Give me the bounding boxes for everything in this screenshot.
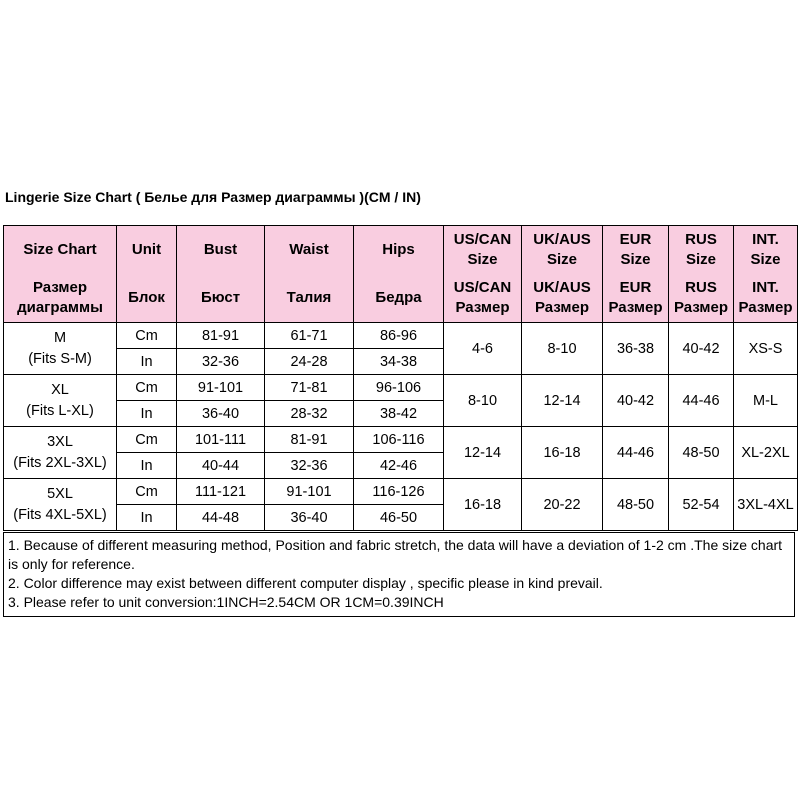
- header-rus-ru-line1: RUS: [685, 279, 717, 296]
- waist-cell: 91-101: [265, 479, 354, 505]
- header-unit: Unit: [117, 226, 177, 275]
- header-int-ru-line2: Размер: [738, 299, 793, 316]
- rus-cell: 44-46: [669, 375, 734, 427]
- header-unit-ru: Блок: [117, 274, 177, 323]
- waist-cell: 81-91: [265, 427, 354, 453]
- header-row-ru: [4, 274, 798, 323]
- size-label: XL: [51, 381, 69, 398]
- chart-title: Lingerie Size Chart ( Белье для Размер диаграммы )(CM / IN): [5, 189, 421, 205]
- header-us-can-ru-line1: US/CAN: [453, 279, 512, 296]
- unit-cell: Cm: [117, 323, 177, 349]
- header-eur: [603, 226, 669, 275]
- rus-cell: 48-50: [669, 427, 734, 479]
- header-rus: [669, 226, 734, 275]
- header-hips-ru: Бедра: [354, 274, 444, 323]
- unit-cell: In: [117, 401, 177, 427]
- header-us-can: [444, 226, 522, 275]
- table-row: [4, 375, 798, 401]
- header-us-can-line1: US/CAN: [453, 231, 512, 248]
- uk-aus-cell: 20-22: [522, 479, 603, 531]
- int-cell: XL-2XL: [734, 427, 798, 479]
- us-can-cell: 12-14: [444, 427, 522, 479]
- header-waist: Waist: [265, 226, 354, 275]
- unit-cell: Cm: [117, 375, 177, 401]
- header-uk-aus-ru: [522, 274, 603, 323]
- size-cell: [4, 479, 117, 531]
- uk-aus-cell: 16-18: [522, 427, 603, 479]
- header-eur-line2: Size: [620, 251, 651, 268]
- header-waist-ru: Талия: [265, 274, 354, 323]
- bust-cell: 40-44: [177, 453, 265, 479]
- waist-cell: 24-28: [265, 349, 354, 375]
- header-uk-aus-ru-line1: UK/AUS: [533, 279, 591, 296]
- size-label: 5XL: [47, 485, 73, 502]
- header-size-chart-ru-line1: Размер: [32, 279, 88, 296]
- int-cell: XS-S: [734, 323, 798, 375]
- header-bust-ru: Бюст: [177, 274, 265, 323]
- size-cell: [4, 427, 117, 479]
- header-eur-ru-line2: Размер: [608, 299, 663, 316]
- hips-cell: 96-106: [354, 375, 444, 401]
- notes-box: [3, 532, 795, 617]
- eur-cell: 44-46: [603, 427, 669, 479]
- header-rus-line1: RUS: [685, 231, 717, 248]
- header-bust: Bust: [177, 226, 265, 275]
- eur-cell: 36-38: [603, 323, 669, 375]
- hips-cell: 46-50: [354, 505, 444, 531]
- table-row: [4, 479, 798, 505]
- uk-aus-cell: 8-10: [522, 323, 603, 375]
- hips-cell: 106-116: [354, 427, 444, 453]
- header-rus-ru-line2: Размер: [673, 299, 729, 316]
- bust-cell: 81-91: [177, 323, 265, 349]
- hips-cell: 34-38: [354, 349, 444, 375]
- header-uk-aus: [522, 226, 603, 275]
- bust-cell: 111-121: [177, 479, 265, 505]
- header-int-ru-line1: INT.: [752, 279, 779, 296]
- eur-cell: 40-42: [603, 375, 669, 427]
- unit-cell: In: [117, 505, 177, 531]
- header-uk-aus-line2: Size: [546, 251, 577, 268]
- size-cell: [4, 375, 117, 427]
- unit-cell: In: [117, 453, 177, 479]
- table-row: [4, 427, 798, 453]
- waist-cell: 28-32: [265, 401, 354, 427]
- size-label: M: [53, 329, 67, 346]
- fits-label: (Fits L-XL): [26, 402, 94, 419]
- rus-cell: 52-54: [669, 479, 734, 531]
- header-size-chart: Size Chart: [4, 226, 117, 275]
- fits-label: (Fits S-M): [28, 350, 92, 367]
- hips-cell: 38-42: [354, 401, 444, 427]
- size-cell: [4, 323, 117, 375]
- uk-aus-cell: 12-14: [522, 375, 603, 427]
- bust-cell: 44-48: [177, 505, 265, 531]
- bust-cell: 101-111: [177, 427, 265, 453]
- header-size-chart-ru-line2: диаграммы: [17, 299, 103, 316]
- header-rus-line2: Size: [685, 251, 716, 268]
- header-us-can-ru: [444, 274, 522, 323]
- header-int-ru: [734, 274, 798, 323]
- int-cell: 3XL-4XL: [734, 479, 798, 531]
- eur-cell: 48-50: [603, 479, 669, 531]
- us-can-cell: 16-18: [444, 479, 522, 531]
- bust-cell: 36-40: [177, 401, 265, 427]
- header-int: [734, 226, 798, 275]
- hips-cell: 86-96: [354, 323, 444, 349]
- waist-cell: 32-36: [265, 453, 354, 479]
- waist-cell: 61-71: [265, 323, 354, 349]
- header-int-line1: INT.: [752, 231, 779, 248]
- header-eur-line1: EUR: [619, 231, 652, 248]
- header-rus-ru: [669, 274, 734, 323]
- note-2: 2. Color difference may exist between different computer display , specific please in kind prevail.: [8, 575, 603, 591]
- bust-cell: 32-36: [177, 349, 265, 375]
- header-uk-aus-ru-line2: Размер: [534, 299, 590, 316]
- header-us-can-line2: Size: [467, 251, 498, 268]
- size-chart-table: [3, 225, 798, 531]
- header-int-line2: Size: [750, 251, 781, 268]
- header-row-en: [4, 226, 798, 275]
- header-size-chart-ru: [4, 274, 117, 323]
- header-uk-aus-line1: UK/AUS: [533, 231, 591, 248]
- unit-cell: In: [117, 349, 177, 375]
- header-eur-ru: [603, 274, 669, 323]
- int-cell: M-L: [734, 375, 798, 427]
- hips-cell: 116-126: [354, 479, 444, 505]
- size-label: 3XL: [47, 433, 73, 450]
- hips-cell: 42-46: [354, 453, 444, 479]
- fits-label: (Fits 4XL-5XL): [13, 506, 107, 523]
- us-can-cell: 8-10: [444, 375, 522, 427]
- header-eur-ru-line1: EUR: [619, 279, 652, 296]
- waist-cell: 36-40: [265, 505, 354, 531]
- us-can-cell: 4-6: [444, 323, 522, 375]
- table-row: [4, 323, 798, 349]
- unit-cell: Cm: [117, 479, 177, 505]
- header-us-can-ru-line2: Размер: [455, 299, 510, 316]
- unit-cell: Cm: [117, 427, 177, 453]
- waist-cell: 71-81: [265, 375, 354, 401]
- fits-label: (Fits 2XL-3XL): [13, 454, 107, 471]
- bust-cell: 91-101: [177, 375, 265, 401]
- header-hips: Hips: [354, 226, 444, 275]
- note-1: 1. Because of different measuring method, Position and fabric stretch, the data will have a deviation of 1-2 cm .The size chart is only for reference.: [8, 537, 783, 572]
- note-3: 3. Please refer to unit conversion:1INCH=2.54CM OR 1CM=0.39INCH: [8, 594, 444, 610]
- rus-cell: 40-42: [669, 323, 734, 375]
